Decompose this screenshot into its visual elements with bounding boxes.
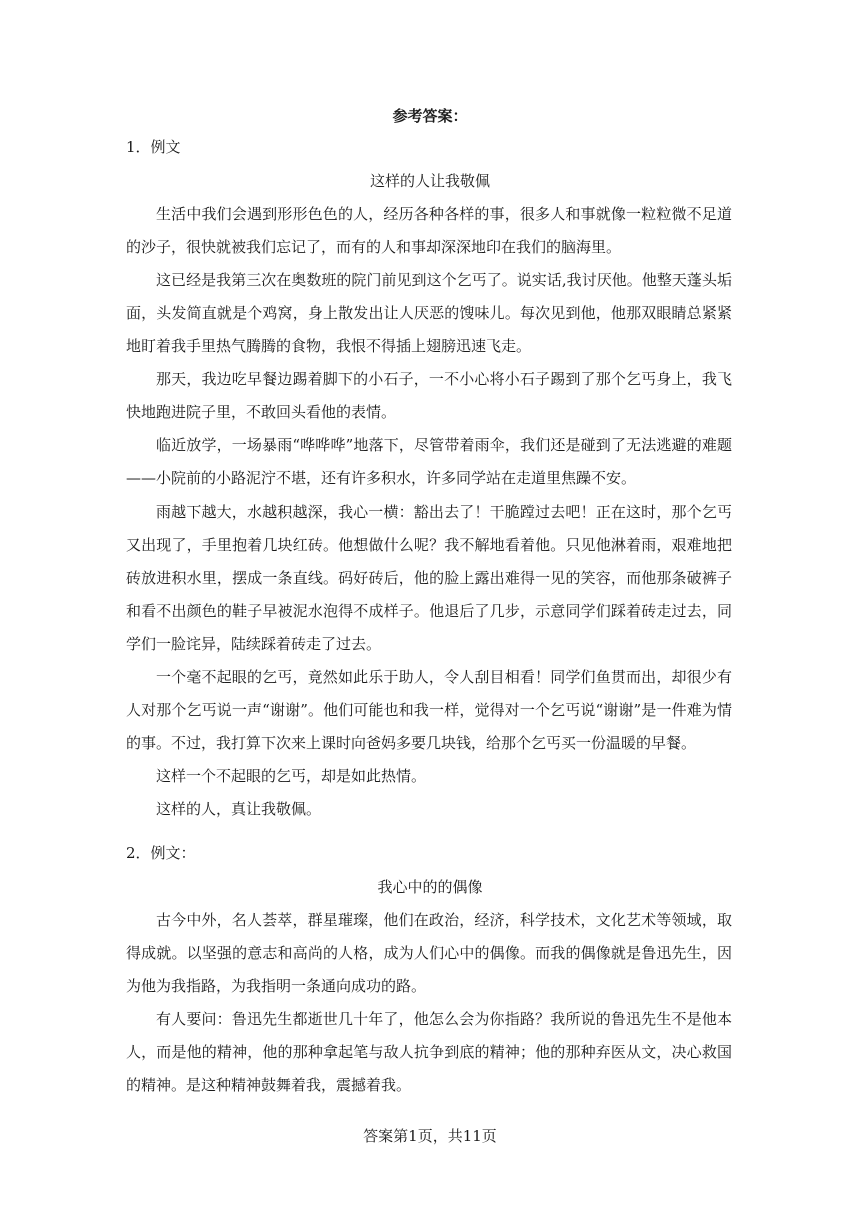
answer-heading: 参考答案： bbox=[392, 107, 468, 125]
essay-1-paragraph-6: 一个毫不起眼的乞丐，竟然如此乐于助人，令人刮目相看！同学们鱼贯而出，却很少有人对那个乞丐说一声“谢谢”。他们可能也和我一样，觉得对一个乞丐说“谢谢”是一件难为情的事。不过，我打算下次来上课时向爸妈多要几块钱，给那个乞丐买一份温暖的早餐。 bbox=[126, 668, 732, 752]
page-footer: 答案第1页，共11页 bbox=[363, 1127, 497, 1145]
essay-2-paragraph-1: 古今中外，名人荟萃，群星璀璨，他们在政治，经济，科学技术，文化艺术等领域，取得成就。以坚强的意志和高尚的人格，成为人们心中的偶像。而我的偶像就是鲁迅先生，因为他为我指路，为我指明一条通向成功的路。 bbox=[126, 911, 732, 995]
essay-2-title: 我心中的的偶像 bbox=[377, 878, 483, 896]
essay-1-paragraph-1: 生活中我们会遇到形形色色的人，经历各种各样的事，很多人和事就像一粒粒微不足道的沙子，很快就被我们忘记了，而有的人和事却深深地印在我们的脑海里。 bbox=[126, 205, 732, 256]
essay-1-paragraph-8: 这样的人，真让我敬佩。 bbox=[156, 800, 322, 818]
item-2-label: 2．例文： bbox=[126, 844, 196, 862]
essay-1-paragraph-4: 临近放学，一场暴雨“哗哗哗”地落下，尽管带着雨伞，我们还是碰到了无法逃避的难题——小院前的小路泥泞不堪，还有许多积水，许多同学站在走道里焦躁不安。 bbox=[126, 436, 732, 487]
item-1-label: 1．例文 bbox=[126, 138, 181, 156]
essay-1-paragraph-2: 这已经是我第三次在奥数班的院门前见到这个乞丐了。说实话,我讨厌他。他整天蓬头垢面，头发简直就是个鸡窝，身上散发出让人厌恶的馊味儿。每次见到他，他那双眼睛总紧紧地盯着我手里热气腾腾的食物，我恨不得插上翅膀迅速飞走。 bbox=[126, 271, 732, 355]
essay-1-paragraph-7: 这样一个不起眼的乞丐，却是如此热情。 bbox=[156, 767, 427, 785]
essay-1-paragraph-3: 那天，我边吃早餐边踢着脚下的小石子，一不小心将小石子踢到了那个乞丐身上，我飞快地跑进院子里，不敢回头看他的表情。 bbox=[126, 370, 732, 421]
essay-1-paragraph-5: 雨越下越大，水越积越深，我心一横：豁出去了！干脆蹚过去吧！正在这时，那个乞丐又出现了，手里抱着几块红砖。他想做什么呢？我不解地看着他。只见他淋着雨，艰难地把砖放进积水里，摆成一条直线。码好砖后，他的脸上露出难得一见的笑容，而他那条破裤子和看不出颜色的鞋子早被泥水泡得不成样子。他退后了几步，示意同学们踩着砖走过去，同学们一脸诧异，陆续踩着砖走了过去。 bbox=[126, 503, 732, 653]
essay-2-paragraph-2: 有人要问：鲁迅先生都逝世几十年了，他怎么会为你指路？我所说的鲁迅先生不是他本人，而是他的精神，他的那种拿起笔与敌人抗争到底的精神；他的那种弃医从文，决心救国的精神。是这种精神鼓舞着我，震撼着我。 bbox=[126, 1010, 732, 1094]
essay-1-title: 这样的人让我敬佩 bbox=[369, 172, 490, 190]
